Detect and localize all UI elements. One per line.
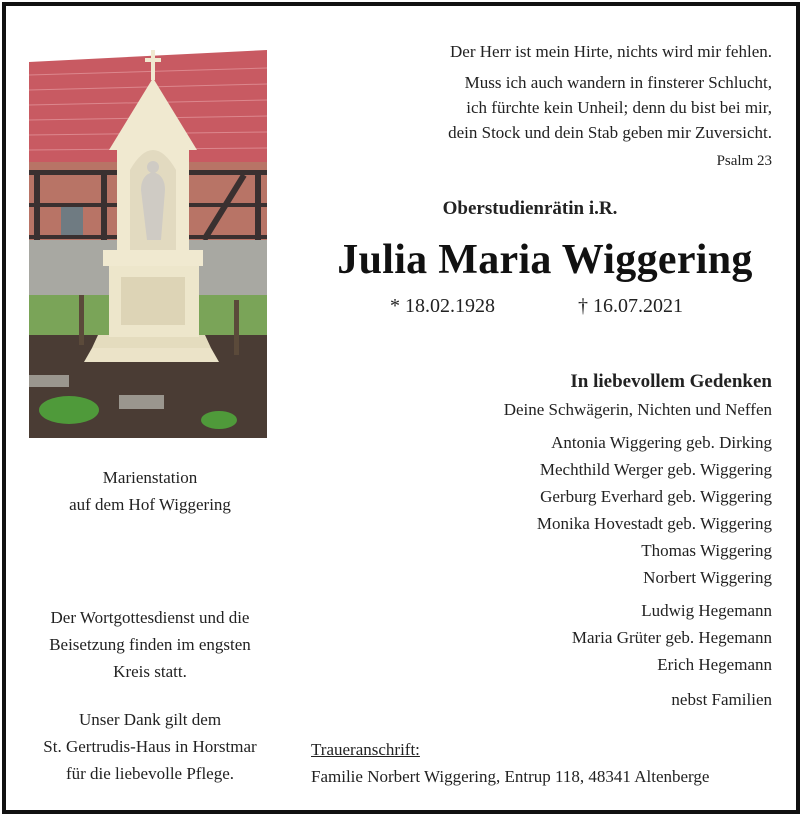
mourner-name: Antonia Wiggering geb. Dirking	[551, 433, 772, 452]
mourner-name: Monika Hovestadt geb. Wiggering	[536, 514, 772, 533]
mourner-name: Gerburg Everhard geb. Wiggering	[540, 487, 772, 506]
mourner-name: Ludwig Hegemann	[641, 601, 772, 620]
note-line: für die liebevolle Pflege.	[65, 764, 235, 783]
mourner-name: Thomas Wiggering	[641, 541, 772, 560]
deceased-name: Julia Maria Wiggering	[337, 237, 753, 283]
mourning-address	[311, 736, 709, 790]
psalm-line: ich fürchte kein Unheil; denn du bist bei mir,	[466, 98, 772, 117]
note-line: St. Gertrudis-Haus in Horstmar	[43, 737, 257, 756]
psalm-line: dein Stock und dein Stab geben mir Zuversicht.	[448, 123, 772, 142]
mourner-group	[352, 597, 772, 678]
psalm-line: Muss ich auch wandern in finsterer Schlucht,	[464, 73, 772, 92]
mourner-name: Norbert Wiggering	[643, 568, 772, 587]
mourners-families: nebst Familien	[671, 690, 772, 709]
deceased-title: Oberstudienrätin i.R.	[442, 198, 618, 219]
death-date: † 16.07.2021	[578, 295, 683, 317]
address-label: Traueranschrift:	[311, 740, 420, 759]
mourner-name: Mechthild Werger geb. Wiggering	[539, 460, 772, 479]
psalm-line: Der Herr ist mein Hirte, nichts wird mir fehlen.	[450, 42, 772, 61]
mourner-name: Erich Hegemann	[657, 655, 772, 674]
mourner-name: Maria Grüter geb. Hegemann	[571, 628, 772, 647]
psalm-source: Psalm 23	[716, 153, 772, 169]
caption-line: auf dem Hof Wiggering	[69, 495, 231, 514]
note-line: Unser Dank gilt dem	[78, 710, 222, 729]
birth-date: * 18.02.1928	[390, 295, 495, 317]
mourners-intro: Deine Schwägerin, Nichten und Neffen	[503, 400, 772, 419]
address-text: Familie Norbert Wiggering, Entrup 118, 48341 Altenberge	[311, 767, 710, 786]
note-line: Beisetzung finden im engsten	[49, 635, 251, 654]
caption-line: Marienstation	[102, 468, 198, 487]
mourners	[352, 368, 772, 713]
note-line: Der Wortgottesdienst und die	[50, 608, 250, 627]
photo-caption	[20, 464, 280, 518]
mourners-heading: In liebevollem Gedenken	[570, 371, 772, 392]
note-line: Kreis statt.	[113, 662, 187, 681]
psalm-quote	[352, 36, 772, 174]
wayside-shrine-photo	[29, 50, 267, 438]
service-note	[20, 604, 280, 685]
thanks-note	[20, 706, 280, 787]
mourner-group	[352, 429, 772, 591]
